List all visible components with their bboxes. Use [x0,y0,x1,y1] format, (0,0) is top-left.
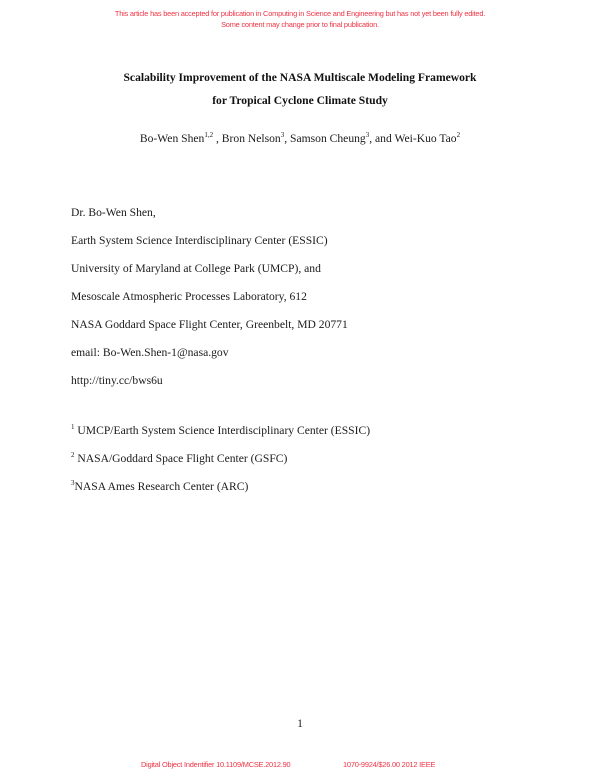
author-affiliation-marker: 1,2 [204,131,214,139]
author-affiliation-marker: 2 [456,131,461,139]
contact-affiliation-4: NASA Goddard Space Flight Center, Greenbelt, MD 20771 [71,318,348,331]
contact-affiliation-2: University of Maryland at College Park (UMCP), and [71,262,321,275]
author-affiliation-marker: 3 [280,131,285,139]
author-name: Samson Cheung [290,132,366,145]
author-name: Bron Nelson [221,132,281,145]
publication-notice-line-2: Some content may change prior to final publication. [221,20,379,29]
contact-affiliation-1: Earth System Science Interdisciplinary Center (ESSIC) [71,234,328,247]
affiliation-item [71,480,248,493]
author-name: Bo-Wen Shen [139,132,205,145]
affiliation-marker: 1 [71,423,75,431]
contact-url: http://tiny.cc/bws6u [71,374,163,387]
affiliation-item [71,452,287,465]
affiliation-text: NASA Ames Research Center (ARC) [74,480,249,493]
author-separator: , and [369,132,395,145]
paper-title-line-2: for Tropical Cyclone Climate Study [212,94,388,107]
publication-notice-line-1: This article has been accepted for publication in Computing in Science and Engineering but has not yet been fully edited. [114,9,486,18]
affiliation-text: UMCP/Earth System Science Interdisciplinary Center (ESSIC) [74,424,371,437]
author-name: Wei-Kuo Tao [394,132,457,145]
affiliation-item [71,424,370,437]
author-separator: , [284,132,291,145]
page-number: 1 [297,717,303,730]
affiliation-marker: 3 [71,479,75,487]
contact-affiliation-3: Mesoscale Atmospheric Processes Laboratory, 612 [71,290,307,303]
affiliation-text: NASA/Goddard Space Flight Center (GSFC) [74,452,288,465]
author-list [0,132,600,145]
affiliation-marker: 2 [71,451,75,459]
doi-footer: Digital Object Indentifier 10.1109/MCSE.2012.90 [141,760,291,769]
contact-email: email: Bo-Wen.Shen-1@nasa.gov [71,346,229,359]
paper-title-line-1: Scalability Improvement of the NASA Multiscale Modeling Framework [123,71,477,84]
author-affiliation-marker: 3 [365,131,370,139]
author-separator: , [213,132,222,145]
contact-name: Dr. Bo-Wen Shen, [71,206,156,219]
issn-footer: 1070-9924/$26.00 2012 IEEE [343,760,436,769]
